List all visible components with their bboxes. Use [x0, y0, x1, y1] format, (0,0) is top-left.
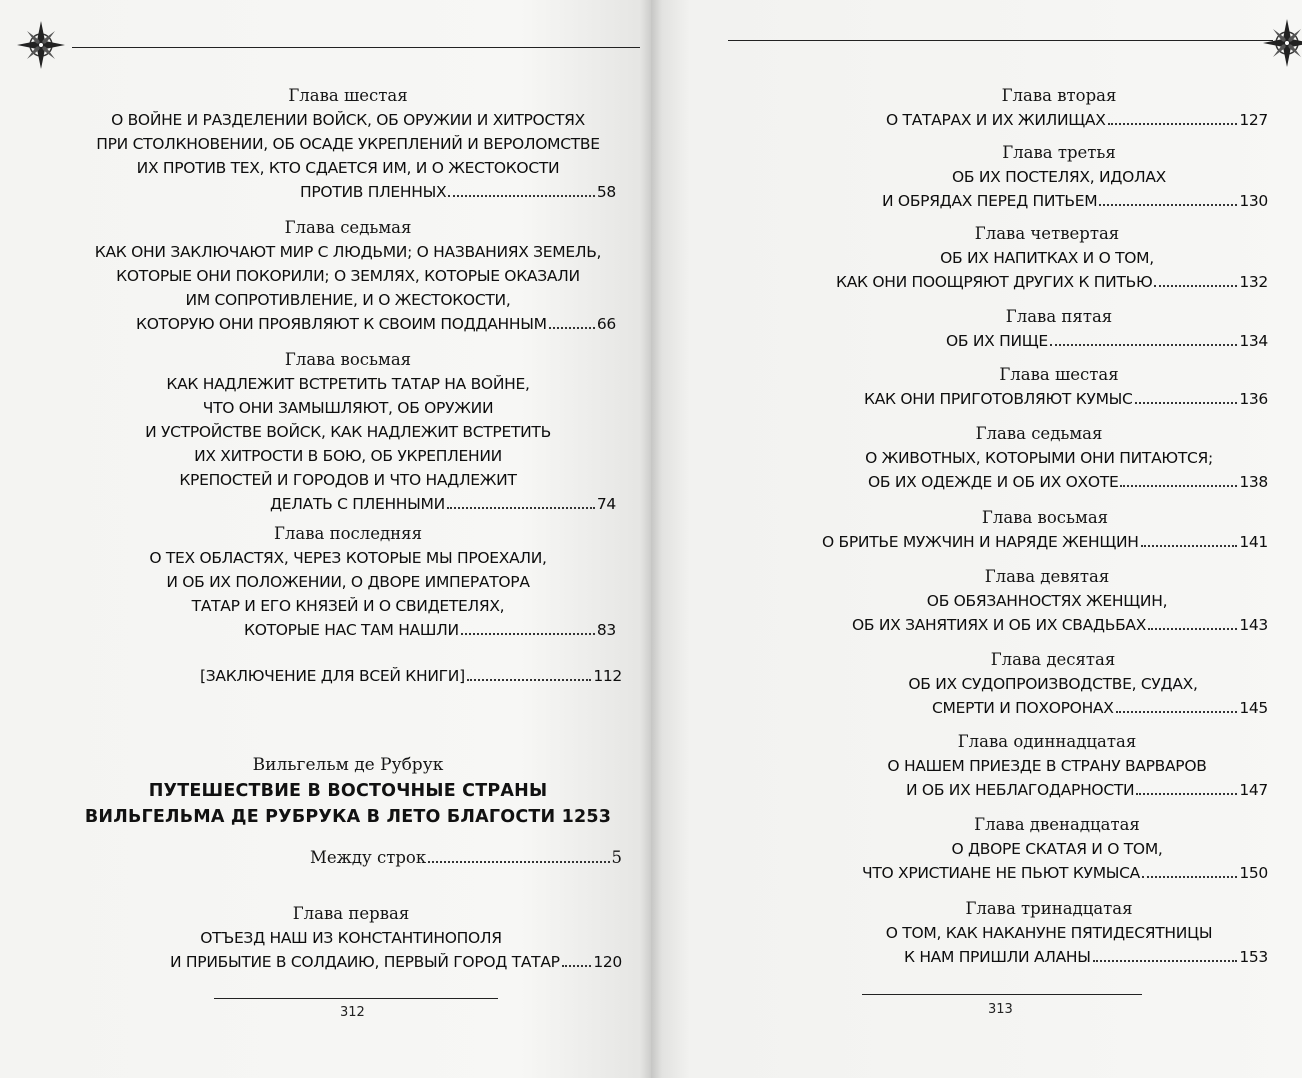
title-line: КОТОРЫЕ НАС ТАМ НАШЛИ — [244, 621, 459, 639]
toc-entry[interactable] — [838, 648, 1268, 720]
title-leader-line — [862, 861, 1268, 885]
title-line: ОТЪЕЗД НАШ ИЗ КОНСТАНТИНОПОЛЯ — [200, 929, 502, 947]
title-line: ОБ ИХ ПИЩЕ — [946, 332, 1048, 350]
toc-entry[interactable] — [80, 348, 616, 516]
toc-entry[interactable] — [80, 522, 616, 642]
title-leader-line — [822, 530, 1268, 554]
chapter-heading: Глава тринадцатая — [965, 899, 1133, 918]
book-title-line: ВИЛЬГЕЛЬМА ДЕ РУБРУКА В ЛЕТО БЛАГОСТИ 1253 — [84, 807, 612, 827]
title-leader-line — [852, 613, 1268, 637]
chapter-heading: Глава седьмая — [284, 218, 412, 237]
title-line: О БРИТЬЕ МУЖЧИН И НАРЯДЕ ЖЕНЩИН — [822, 533, 1139, 551]
toc-entry[interactable] — [826, 730, 1268, 802]
title-line: [ЗАКЛЮЧЕНИЕ ДЛЯ ВСЕЙ КНИГИ] — [200, 667, 465, 685]
title-leader-line — [886, 108, 1268, 132]
title-leader-line — [864, 387, 1268, 411]
title-line: КОТОРУЮ ОНИ ПРОЯВЛЯЮТ К СВОИМ ПОДДАННЫМ — [136, 315, 547, 333]
dot-leader — [447, 507, 595, 509]
dot-leader — [1108, 123, 1238, 125]
title-line: КАК ОНИ ЗАКЛЮЧАЮТ МИР С ЛЮДЬМИ; О НАЗВАНИЯХ ЗЕМЕЛЬ, — [94, 243, 602, 261]
dot-leader — [1099, 204, 1237, 206]
title-line: И УСТРОЙСТВЕ ВОЙСК, КАК НАДЛЕЖИТ ВСТРЕТИТЬ — [145, 423, 551, 441]
title-leader-line — [136, 312, 616, 336]
title-line: О ТОМ, КАК НАКАНУНЕ ПЯТИДЕСЯТНИЦЫ — [885, 924, 1213, 942]
dot-leader — [1050, 344, 1237, 346]
title-line: К НАМ ПРИШЛИ АЛАНЫ — [904, 948, 1091, 966]
compass-rose-icon — [1262, 18, 1302, 68]
chapter-heading: Глава девятая — [984, 567, 1110, 586]
chapter-heading: Глава восьмая — [284, 350, 412, 369]
dot-leader — [1116, 711, 1238, 713]
title-leader-line — [868, 470, 1268, 494]
page-number: 66 — [596, 315, 616, 333]
footer-rule — [214, 998, 498, 999]
chapter-heading: Глава четвертая — [974, 224, 1120, 243]
title-line: КРЕПОСТЕЙ И ГОРОДОВ И ЧТО НАДЛЕЖИТ — [179, 471, 517, 489]
chapter-heading: Глава третья — [1002, 143, 1116, 162]
compass-rose-icon — [16, 20, 66, 70]
chapter-heading: Глава седьмая — [975, 424, 1103, 443]
title-line: ЧТО ОНИ ЗАМЫШЛЯЮТ, ОБ ОРУЖИИ — [202, 399, 494, 417]
footer-rule — [862, 994, 1142, 995]
page-number: 145 — [1239, 699, 1268, 717]
dot-leader — [448, 195, 595, 197]
title-line: ИХ ХИТРОСТИ В БОЮ, ОБ УКРЕПЛЕНИИ — [194, 447, 502, 465]
toc-entry[interactable] — [80, 902, 622, 974]
left-header-rule — [72, 47, 640, 48]
chapter-heading: Глава первая — [292, 904, 410, 923]
toc-entry[interactable] — [830, 897, 1268, 969]
page-number: 138 — [1239, 473, 1268, 491]
toc-entry[interactable] — [810, 422, 1268, 494]
title-line: ПРИ СТОЛКНОВЕНИИ, ОБ ОСАДЕ УКРЕПЛЕНИЙ И ВЕРОЛОМСТВЕ — [96, 135, 600, 153]
chapter-heading: Глава шестая — [999, 365, 1119, 384]
chapter-heading: Глава шестая — [288, 86, 408, 105]
title-line: И ОБ ИХ НЕБЛАГОДАРНОСТИ — [906, 781, 1135, 799]
page-number: 150 — [1239, 864, 1268, 882]
title-line: ЧТО ХРИСТИАНЕ НЕ ПЬЮТ КУМЫСА — [862, 864, 1140, 882]
title-line: ПРОТИВ ПЛЕННЫХ — [300, 183, 447, 201]
author-name: Вильгельм де Рубрук — [252, 755, 444, 775]
title-line: И ОБРЯДАХ ПЕРЕД ПИТЬЕМ — [882, 192, 1098, 210]
page-number: 58 — [596, 183, 616, 201]
title-line: Между строк — [310, 848, 427, 867]
title-leader-line — [904, 945, 1268, 969]
title-leader-line — [310, 846, 622, 870]
dot-leader — [1135, 402, 1238, 404]
toc-entry[interactable] — [850, 141, 1268, 213]
page-number: 127 — [1239, 111, 1268, 129]
title-leader-line — [300, 180, 616, 204]
title-leader-line — [906, 778, 1268, 802]
dot-leader — [549, 327, 595, 329]
page-number: 153 — [1239, 948, 1268, 966]
toc-entry[interactable] — [310, 846, 622, 870]
page-number: 136 — [1239, 390, 1268, 408]
dot-leader — [1142, 876, 1237, 878]
title-line: ИМ СОПРОТИВЛЕНИЕ, И О ЖЕСТОКОСТИ, — [185, 291, 511, 309]
toc-entry[interactable] — [80, 84, 616, 204]
title-line: И ОБ ИХ ПОЛОЖЕНИИ, О ДВОРЕ ИМПЕРАТОРА — [166, 573, 530, 591]
title-line: ОБ ИХ НАПИТКАХ И О ТОМ, — [940, 249, 1154, 267]
title-line: ОБ ОБЯЗАННОСТЯХ ЖЕНЩИН, — [926, 592, 1168, 610]
dot-leader — [1141, 545, 1238, 547]
title-leader-line — [170, 950, 622, 974]
title-line: О ВОЙНЕ И РАЗДЕЛЕНИИ ВОЙСК, ОБ ОРУЖИИ И ХИТРОСТЯХ — [111, 111, 585, 129]
title-line: ДЕЛАТЬ С ПЛЕННЫМИ — [270, 495, 445, 513]
book-gutter — [640, 0, 662, 1078]
dot-leader — [467, 679, 591, 681]
title-leader-line — [882, 189, 1268, 213]
chapter-heading: Глава одиннадцатая — [957, 732, 1137, 751]
page-number: 147 — [1239, 781, 1268, 799]
title-leader-line — [270, 492, 616, 516]
right-header-rule — [728, 40, 1273, 41]
dot-leader — [1148, 628, 1237, 630]
chapter-heading: Глава пятая — [1005, 307, 1113, 326]
dot-leader — [1136, 793, 1237, 795]
dot-leader — [1093, 960, 1238, 962]
chapter-heading: Глава последняя — [273, 524, 422, 543]
toc-entry[interactable] — [850, 84, 1268, 132]
toc-entry[interactable] — [200, 664, 622, 688]
page-number: 74 — [596, 495, 616, 513]
title-leader-line — [836, 270, 1268, 294]
title-line: О ЖИВОТНЫХ, КОТОРЫМИ ОНИ ПИТАЮТСЯ; — [865, 449, 1213, 467]
toc-entry[interactable] — [850, 363, 1268, 411]
toc-entry[interactable] — [822, 506, 1268, 554]
page-number: 134 — [1239, 332, 1268, 350]
title-line: ОБ ИХ ЗАНЯТИЯХ И ОБ ИХ СВАДЬБАХ — [852, 616, 1147, 634]
page-number: 112 — [593, 667, 622, 685]
title-line: КАК ОНИ ПРИГОТОВЛЯЮТ КУМЫС — [864, 390, 1133, 408]
page-number: 130 — [1239, 192, 1268, 210]
title-line: ТАТАР И ЕГО КНЯЗЕЙ И О СВИДЕТЕЛЯХ, — [191, 597, 505, 615]
title-line: О НАШЕМ ПРИЕЗДЕ В СТРАНУ ВАРВАРОВ — [887, 757, 1207, 775]
chapter-heading: Глава восьмая — [981, 508, 1109, 527]
title-line: ОБ ИХ ПОСТЕЛЯХ, ИДОЛАХ — [952, 168, 1166, 186]
page-number-footer: 313 — [988, 1002, 1013, 1017]
book-title-line: ПУТЕШЕСТВИЕ В ВОСТОЧНЫЕ СТРАНЫ — [148, 781, 548, 801]
chapter-heading: Глава двенадцатая — [974, 815, 1140, 834]
toc-entry[interactable] — [846, 813, 1268, 885]
dot-leader — [461, 633, 595, 635]
title-leader-line — [200, 664, 622, 688]
toc-entry[interactable] — [826, 222, 1268, 294]
dot-leader — [428, 861, 609, 863]
page-number: 141 — [1239, 533, 1268, 551]
title-line: ИХ ПРОТИВ ТЕХ, КТО СДАЕТСЯ ИМ, И О ЖЕСТОКОСТИ — [136, 159, 560, 177]
page-number: 83 — [596, 621, 616, 639]
title-leader-line — [946, 329, 1268, 353]
toc-entry[interactable] — [80, 216, 616, 336]
page-number: 143 — [1239, 616, 1268, 634]
title-line: КОТОРЫЕ ОНИ ПОКОРИЛИ; О ЗЕМЛЯХ, КОТОРЫЕ ОКАЗАЛИ — [116, 267, 580, 285]
page-number-footer: 312 — [340, 1005, 365, 1020]
page-number: 132 — [1239, 273, 1268, 291]
title-leader-line — [932, 696, 1268, 720]
page-number: 5 — [611, 848, 622, 867]
dot-leader — [562, 965, 592, 967]
title-line: И ПРИБЫТИЕ В СОЛДАИЮ, ПЕРВЫЙ ГОРОД ТАТАР — [170, 953, 560, 971]
page-number: 120 — [593, 953, 622, 971]
chapter-heading: Глава вторая — [1001, 86, 1117, 105]
title-line: О ТАТАРАХ И ИХ ЖИЛИЩАХ — [886, 111, 1106, 129]
title-line: ОБ ИХ СУДОПРОИЗВОДСТВЕ, СУДАХ, — [908, 675, 1198, 693]
title-line: ОБ ИХ ОДЕЖДЕ И ОБ ИХ ОХОТЕ — [868, 473, 1119, 491]
chapter-heading: Глава десятая — [990, 650, 1116, 669]
title-line: КАК НАДЛЕЖИТ ВСТРЕТИТЬ ТАТАР НА ВОЙНЕ, — [166, 375, 530, 393]
dot-leader — [1154, 285, 1237, 287]
title-line: О ДВОРЕ СКАТАЯ И О ТОМ, — [951, 840, 1163, 858]
toc-entry[interactable] — [850, 305, 1268, 353]
title-line: КАК ОНИ ПООЩРЯЮТ ДРУГИХ К ПИТЬЮ — [836, 273, 1153, 291]
dot-leader — [1120, 485, 1237, 487]
toc-entry[interactable] — [826, 565, 1268, 637]
title-line: О ТЕХ ОБЛАСТЯХ, ЧЕРЕЗ КОТОРЫЕ МЫ ПРОЕХАЛИ, — [149, 549, 547, 567]
title-line: СМЕРТИ И ПОХОРОНАХ — [932, 699, 1114, 717]
book-section-header — [80, 752, 616, 830]
title-leader-line — [244, 618, 616, 642]
